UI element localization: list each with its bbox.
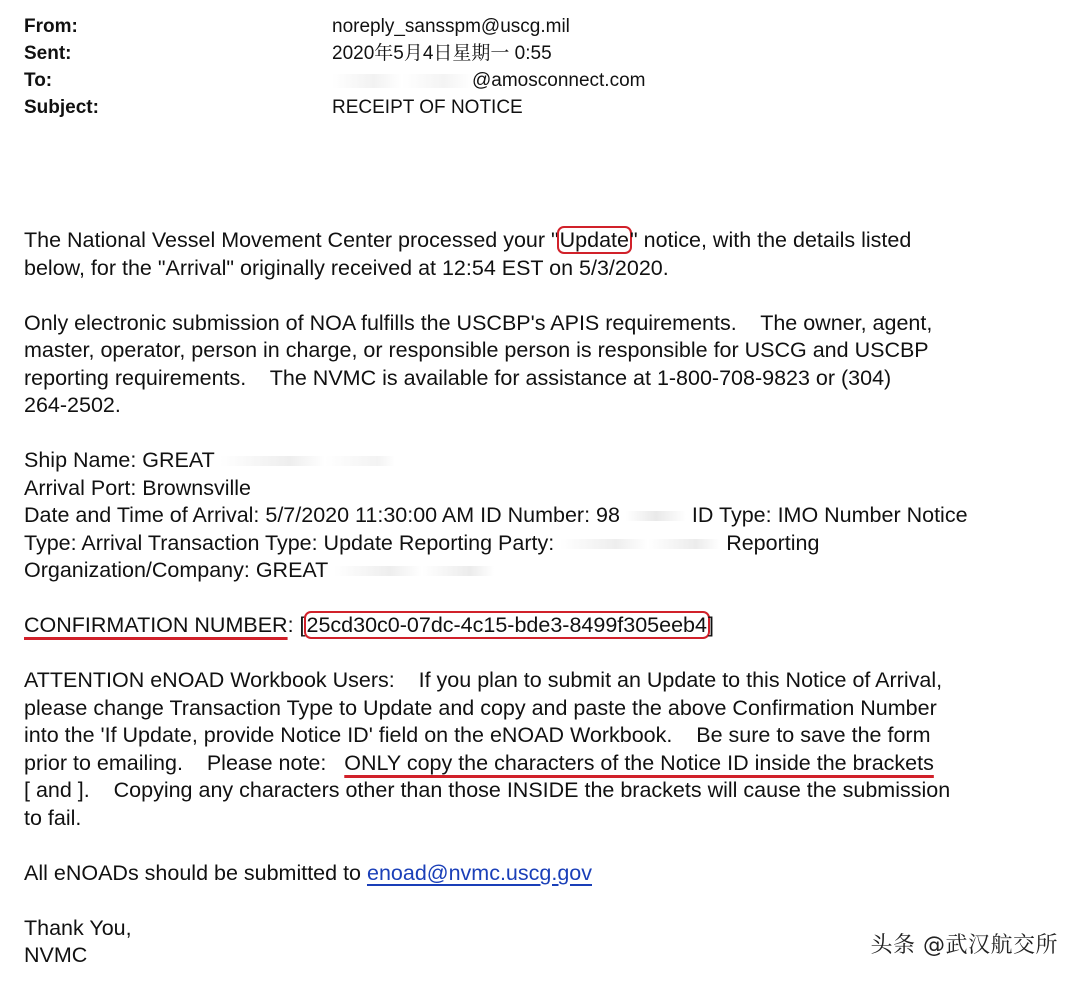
p2-line1: Only electronic submission of NOA fulfills the USCBP's APIS requirements. The owner, agent, xyxy=(24,310,933,335)
from-value: noreply_sansspm@uscg.mil xyxy=(332,16,570,37)
subject-row xyxy=(24,96,1054,120)
p1-text-a: The National Vessel Movement Center processed your " xyxy=(24,228,559,252)
from-label: From: xyxy=(24,16,78,37)
ship-name: Ship Name: GREAT xyxy=(24,448,215,472)
att-line5: [ and ]. Copying any characters other than those INSIDE the brackets will cause the submission xyxy=(24,778,951,802)
ship-details xyxy=(24,447,1064,585)
p1-text-b: " notice, with the details listed xyxy=(630,228,912,252)
confirmation-close: ] xyxy=(707,613,714,637)
att-line2: please change Transaction Type to Update and copy and paste the above Confirmation Number xyxy=(24,695,937,720)
p2-line3: reporting requirements. The NVMC is available for assistance at 1-800-708-9823 or (304) xyxy=(24,365,892,390)
p2-line2: master, operator, person in charge, or responsible person is responsible for USCG and USCBP xyxy=(24,338,929,362)
watermark: 头条 @武汉航交所 xyxy=(870,933,1058,958)
confirmation-label: CONFIRMATION NUMBER xyxy=(24,613,288,637)
confirmation-paragraph xyxy=(24,612,1064,640)
apis-paragraph xyxy=(24,310,1064,420)
signature-nvmc: NVMC xyxy=(24,943,88,967)
confirmation-number: 25cd30c0-07dc-4c15-bde3-8499f305eeb4 xyxy=(304,611,710,639)
only-copy-note: ONLY copy the characters of the Notice ID inside the brackets xyxy=(344,750,934,775)
sent-row xyxy=(24,42,1054,66)
redacted-organization xyxy=(334,566,494,576)
email-body xyxy=(24,227,1064,997)
att-line1: ATTENTION eNOAD Workbook Users: If you plan to submit an Update to this Notice of Arrival, xyxy=(24,668,943,692)
confirmation-open: : [ xyxy=(287,613,306,637)
enoad-email-link[interactable]: enoad@nvmc.uscg.gov xyxy=(366,860,592,885)
sent-label: Sent: xyxy=(24,43,72,64)
arrival-port: Arrival Port: Brownsville xyxy=(24,475,251,500)
att-line4-a: prior to emailing. Please note: xyxy=(24,750,345,775)
arrival-datetime: Date and Time of Arrival: 5/7/2020 11:30:00 AM ID Number: 98 xyxy=(24,503,620,527)
transaction-type: Type: Arrival Transaction Type: Update Reporting Party: xyxy=(24,530,555,555)
redacted-ship-name xyxy=(220,456,395,466)
to-row xyxy=(24,69,1054,93)
processed-paragraph xyxy=(24,227,1064,282)
attention-paragraph xyxy=(24,667,1064,832)
id-type: ID Type: IMO Number Notice xyxy=(691,503,968,527)
thanks-text: Thank You, xyxy=(24,915,132,940)
att-line3: into the 'If Update, provide Notice ID' field on the eNOAD Workbook. Be sure to save the form xyxy=(24,723,931,747)
redacted-reporting-party xyxy=(560,539,720,549)
reporting-word: Reporting xyxy=(726,530,820,555)
to-value-wrap xyxy=(332,69,645,93)
organization: Organization/Company: GREAT xyxy=(24,558,328,582)
to-value: @amosconnect.com xyxy=(472,70,646,91)
subject-value: RECEIPT OF NOTICE xyxy=(332,97,523,118)
redacted-id-number xyxy=(626,511,686,521)
to-label: To: xyxy=(24,70,53,91)
att-line6: to fail. xyxy=(24,805,82,830)
p2-line4: 264-2502. xyxy=(24,393,121,417)
p1-line2: below, for the "Arrival" originally received at 12:54 EST on 5/3/2020. xyxy=(24,255,669,280)
redacted-recipient xyxy=(332,74,472,88)
update-highlight: Update xyxy=(557,226,632,254)
sent-value: 2020年5月4日星期一 0:55 xyxy=(332,43,552,64)
enoad-text: All eNOADs should be submitted to xyxy=(24,860,367,885)
from-row xyxy=(24,15,1054,39)
subject-label: Subject: xyxy=(24,97,99,118)
enoad-paragraph xyxy=(24,860,1064,888)
